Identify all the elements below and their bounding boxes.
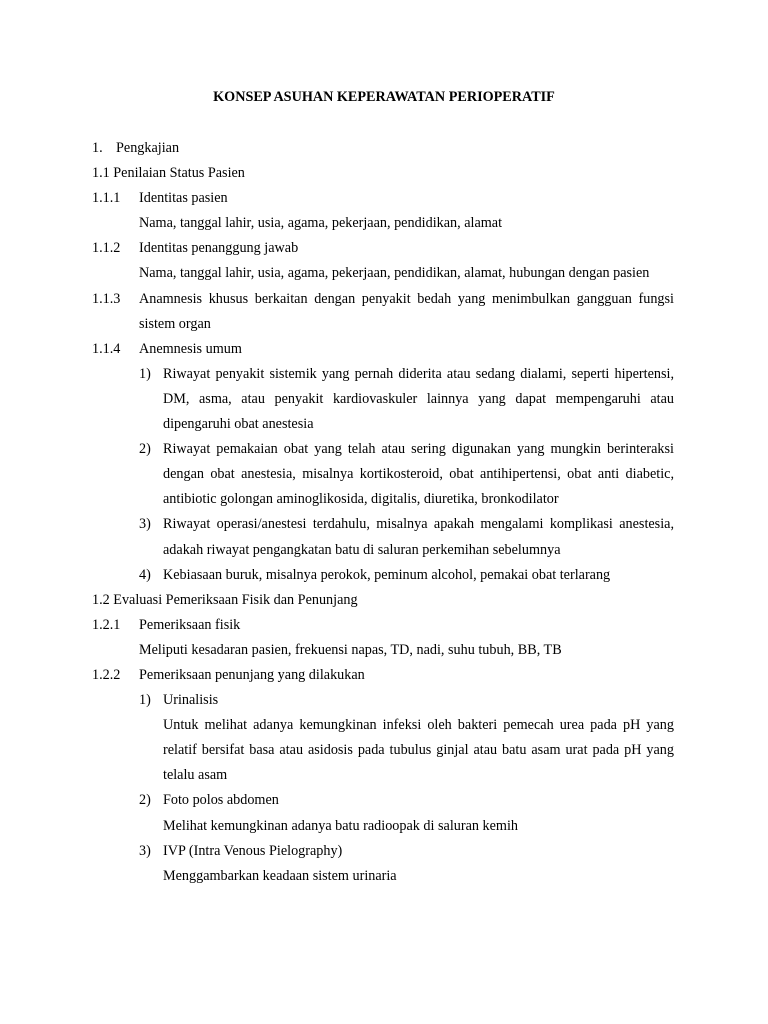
section-body [92,638,674,663]
list-number: 2) [139,441,151,458]
section-heading: Pemeriksaan penunjang yang dilakukan [139,666,365,683]
list-number: 1) [139,692,151,709]
document-body [92,136,674,889]
section-1 [92,136,674,161]
section-1-2 [92,588,674,613]
section-heading: Identitas pasien [139,190,228,207]
section-1-1-4 [92,337,674,362]
list-number: 2) [139,792,151,809]
list-item [92,362,674,437]
section-number: 1.2.1 [92,616,121,633]
body-text: Nama, tanggal lahir, usia, agama, pekerjaan, pendidikan, alamat, hubungan dengan pasien [139,265,650,282]
list-text: Urinalisis [163,692,219,709]
subsection-heading: 1.2 Evaluasi Pemeriksaan Fisik dan Penunjang [92,591,358,608]
section-1-2-1 [92,613,674,638]
list-number: 4) [139,566,151,583]
list-item-body [92,814,674,839]
body-text: Meliputi kesadaran pasien, frekuensi napas, TD, nadi, suhu tubuh, BB, TB [139,641,562,658]
body-text: Melihat kemungkinan adanya batu radioopak di saluran kemih [163,817,518,834]
body-text: Untuk melihat adanya kemungkinan infeksi oleh bakteri pemecah urea pada pH yang relatif bersifat basa atau asidosis pada tubulus ginjal atau batu asam urat pada pH yang telalu asam [163,717,674,784]
list-item [92,788,674,813]
section-1-2-2 [92,663,674,688]
list-item [92,437,674,512]
list-item-body [92,713,674,788]
section-1-1-2 [92,236,674,261]
section-heading: Pemeriksaan fisik [139,616,241,633]
section-number: 1. [92,140,103,156]
section-1-1 [92,161,674,186]
list-item-body [92,864,674,889]
section-number: 1.1.4 [92,340,121,357]
list-number: 3) [139,842,151,859]
list-item [92,839,674,864]
section-heading: Identitas penanggung jawab [139,240,299,257]
section-number: 1.2.2 [92,666,121,683]
list-text: Riwayat pemakaian obat yang telah atau sering digunakan yang mungkin berinteraksi dengan obat anestesia, misalnya kortikosteroid, obat antihipertensi, obat anti diabetic, antibiotic golongan aminoglikosida, digitalis, diuretika, bronkodilator [163,441,674,508]
list-item [92,688,674,713]
list-text: Riwayat operasi/anestesi terdahulu, misalnya apakah mengalami komplikasi anestesia, adakah riwayat pengangkatan batu di saluran perkemihan sebelumnya [163,516,674,558]
section-number: 1.1.3 [92,290,121,307]
section-heading: Anemnesis umum [139,340,242,357]
section-1-1-3 [92,287,674,337]
section-body [92,211,674,236]
section-body [92,261,674,286]
list-text: Foto polos abdomen [163,792,279,809]
list-text: IVP (Intra Venous Pielography) [163,842,343,859]
list-number: 3) [139,516,151,533]
section-number: 1.1.1 [92,190,121,207]
body-text: Nama, tanggal lahir, usia, agama, pekerjaan, pendidikan, alamat [139,215,503,232]
document-title: KONSEP ASUHAN KEPERAWATAN PERIOPERATIF [213,89,555,105]
body-text: Menggambarkan keadaan sistem urinaria [163,867,397,884]
section-1-1-1 [92,186,674,211]
section-number: 1.1.2 [92,240,121,257]
section-heading: Pengkajian [116,140,180,156]
subsection-heading: 1.1 Penilaian Status Pasien [92,165,245,182]
list-item [92,512,674,562]
list-item [92,563,674,588]
section-heading: Anamnesis khusus berkaitan dengan penyakit bedah yang menimbulkan gangguan fungsi sistem organ [139,290,674,332]
list-text: Kebiasaan buruk, misalnya perokok, peminum alcohol, pemakai obat terlarang [163,566,611,583]
list-text: Riwayat penyakit sistemik yang pernah diderita atau sedang dialami, seperti hipertensi, DM, asma, atau penyakit kardiovaskuler lainnya yang dapat mempengaruhi atau dipengaruhi obat anestesia [163,365,674,433]
list-number: 1) [139,365,151,382]
